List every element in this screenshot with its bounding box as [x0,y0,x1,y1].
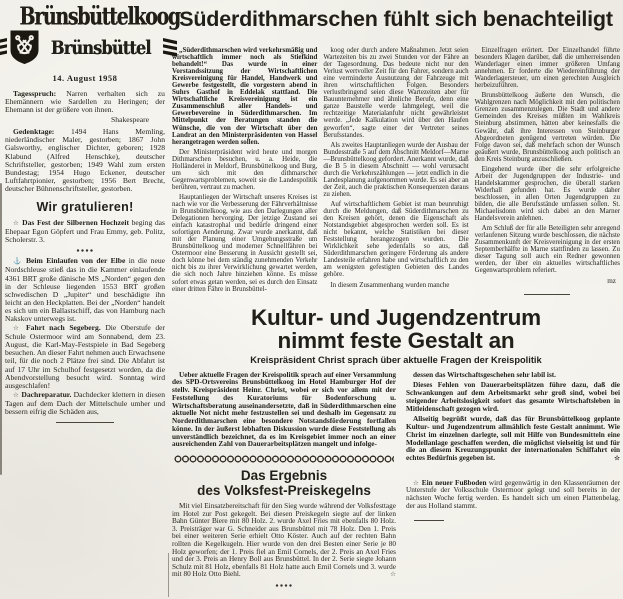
item-lead: Beim Einlaufen von der Elbe [25,256,126,266]
kultur-paragraph: dessen das Wirtschaftsgeschehen sehr labil ist. [413,370,556,379]
ribbon-flourish-left-icon [0,38,7,58]
masthead-title-top: Brünsbüttelkoog [19,2,180,31]
star-endmark-icon: ☆ [390,571,396,579]
fussboden-item [406,480,620,510]
kultur-headline-line2: nimmt feste Gestalt an [277,327,515,353]
anchor-marker-icon: ⚓ [13,258,23,266]
crest-crossed-anchors-icon [10,30,39,65]
column-end-rule [56,422,114,423]
lead-article-paragraph: Eingehend wurde über die sehr erfolgreiche Arbeit der Jugendgruppen der Industrie- und Handelskammer gesprochen, die überall starken Widerhall gefunden hat. Es wurde daher beschlossen, in allen Orten Jugendgruppen zu bilden, die alle Berufsstände umfassen sollen. St. Michaelisdonn wird sich dabei an den Marner Handelsverein anlehnen. [474,164,620,223]
lead-article-col-2 [323,47,468,296]
tagesspruch-paragraph [5,90,165,114]
kultur-paragraph-text: Allseitig begrüßt wurde, daß das für Brunsbüttelkoog geplante Kultur- und Jugendzentrum allmählich feste Gestalt annimmt. Wie Christ im einzelnen darlegte, soll mit Hilfe von Bundesmitteln eine Modellanlage geschaffen werden, die möglichst vielseitig ist und für die an diesem Kreuzungspunkt der internationalen Schiffahrt ein echtes Bedürfnis gegeben ist. [406,415,620,463]
lead-article-paragraph: Der Ministerpräsident wird heute und morgen Dithmarschen besuchen, u. a. Heide, die Holländerei in Meldorf, Brunsbüttelkoog und Burg, um sich mit den dithmarscher Gegenwartsproblemen, soweit sie die Landespolitik berühren, vertraut zu machen. [172,147,318,191]
kultur-paragraph: Dieses Fehlen von Dauerarbeitsplätzen führe dazu, daß die Schwankungen auf dem Arbeitsmarkt sehr groß sind, wobei bei steigender Arbeitslosigkeit sofort das gesamte Wirtschaftsleben in Mitleidenschaft gezogen wird. [406,381,620,413]
ornament-separator [76,248,94,253]
masthead-title-bottom: Brünsbüttel [51,36,151,59]
scan-edge-artifact [0,183,2,475]
lead-article-paragraph: koog oder durch andere Maßnahmen. Jetzt seien Wartezeiten bis zu zwei Stunden vor der Fähre an der Tagesordnung. Das bedeute nicht nur den Verlust wertvoller Zeit für den Fahrer, sondern auch eine verminderte Ausnutzung der Fahrzeuge mit ihren wirtschaftlichen Folgen. Besonders verlustbringend seien diese Wartezeiten aber für Bauunternehmer und ähnliche Berufe, denn eine ganze Baustelle werde lahmgelegt, weil die rechtzeitige Materialanfuhr nicht gewährleistet werde. „Jede Kalkulation wird über den Haufen geworfen“, sagte einer der Vertreter seines Berufsstandes. [323,46,469,139]
kegeln-headline-line1: Das Ergebnis [240,468,328,484]
local-item-dachreparatur [5,391,165,416]
lead-article-paragraph: Hauptanliegen der Wirtschaft unseres Kreises ist nach wie vor die Verbesserung der Fährverhältnisse in Brunsbüttelkoog, wie aus den Darlegungen aller Delegationen hervorging. Der jetzige Zustand sei einfach katastrophal und bedürfe dringend einer sofortigen Aenderung. Zwar wurde anerkannt, daß mit der Planung einer Umgehungsstraße um Brunsbüttelkoog und moderner Schnellfähren bei Ostermoor eine Besserung in Aussicht gestellt sei, doch könne bei dem ständig zunehmenden Verkehr nicht bis zu ihrer Verwirklichung gewartet werden, die sich noch Jahre hinziehen könne. Es müsse sofort etwas getan werden, sei es durch den Einsatz einer dritten Fähre in Brunsbüttel- [172,192,318,293]
gedenktage-label: Gedenktage: [13,127,55,137]
star-marker-icon: ☆ [13,325,22,333]
lead-article-paragraph: Auf wirtschaftlichem Gebiet ist man beunruhigt durch die Meldungen, daß Süderdithmarschen zu den Kreisen gehört, denen die Eigenschaft als Notstandsgebiet abgesprochen werden soll. Es ist nicht bekannt, welche Statistiken bei dieser Feststellung herangezogen wurden. Die Wirklichkeit sehe jedenfalls so aus, daß Süderdithmarschen geringere Förderung als andere Landesteile erfahren habe und wirtschaftlich zu den am wenigsten gefestigten Gebieten des Landes gehöre. [323,199,469,279]
item-lead: Fahrt nach Segeberg. [26,323,101,333]
masthead-row [5,30,165,65]
lead-article-columns [172,47,620,296]
kegeln-article-body [172,503,396,579]
lead-article-paragraph: Brunsbüttelkoog äußerte den Wunsch, die Wahlgrenzen nach Möglichkeit mit den politischen Grenzen zusammenzulegen. Die Stadt und andere Gemeinden des Kreises müßten im Wahlkreis Steinburg abstimmen, hätten aber keinesfalls die Gewähr, daß ihre Interessen von Steinburger Abgeordneten genügend vertreten würden. Die Folge davon sei, daß mehrfach schon der Wunsch geäußert wurde, Brunsbüttelkoog auch politisch an den Kreis Steinburg anzuschließen. [474,91,620,163]
article-end-rule [524,294,570,295]
kultur-paragraph: Ueber aktuelle Fragen der Kreispolitik sprach auf einer Versammlung des SPD-Ortsvereins Brunsbüttelkoog im Hotel Hamburger Hof der stellv. Kreispräsident Heinr. Christ, wobei er sich vor allem mit der Feststellung des Kuratoriums für Bodenforschung u. Wirtschaftsberatung auseinandersetzte, daß in Süderdithmarschen eine aktuelle Not nicht mehr festzustellen sei und deshalb im Gegensatz zu Norderdithmarschen eine besondere Notstandsförderung fortfallen könne. In der äußerst lebhaften Diskussion wurde diese Feststellung als unverständlich bezeichnet, da es im Kreisgebiet immer noch an einer ausreichenden Zahl von Dauerarbeitsplätzen mangelt und infolge- [172,370,396,449]
item-text: in die neue Nordschleuse stieß das in die Kammer einlaufende 4361 BRT große dänische MS „Norden“ gegen den in der Schleuse liegenden 1553 BRT großen schwedischen D „Jupiter“ und beschädigte ihn leicht an den Heckplatten. Bei der „Norden“ handelt es sich um ein Ballastschiff, das von Hamburg nach Nakskov unterwegs ist. [5,256,166,323]
lead-article-paragraph: „Süderdithmarschen wird verkehrsmäßig und wirtschaftlich immer noch als Stiefkind behandelt!“ Das wurde in einer Vorstandssitzung der Wirtschaftlichen Kreisvereinigung für Handel, Handwerk und Gewerbe festgestellt, die vorgestern abend in Suhrs Gasthof in Eddelak stattfand. Die Wirtschaftliche Kreisvereinigung ist ein Zusammenschluß aller Handels- und Gewerbevereine in Süderdithmarschen. Im Mittelpunkt der Beratungen standen die Wünsche, die von der Wirtschaft über den Landrat an den Ministerpräsidenten von Hassel herangetragen werden sollen. [172,46,318,146]
local-item-fahrt-segeberg [5,324,165,390]
item-lead: Das Fest der Silbernen Hochzeit [22,218,129,228]
lead-article-paragraph: Am Schluß der für alle Beteiligten sehr anregend verlaufenen Sitzung wurde beschlossen, die nächste Zusammenkunft der Kreisvereinigung in der ersten Septemberhälfte in Marne stattfinden zu lassen. Zu dieser Tagung soll auch ein Redner gewonnen werden, der über ein aktuelles wirtschaftliches Gegenwartsproblem referiert. [474,224,620,275]
lead-article-headline: Süderdithmarschen fühlt sich benachteiligt [179,7,613,31]
local-item-einlaufen-elbe [5,257,165,323]
lead-article-paragraph: Als zweites Hauptanliegen wurde der Ausbau der Bundesstraße 5 auf dem Abschnitt Meldorf—Marne—Brunsbüttelkoog gefordert. Anerkannt wurde, daß die B 5 in diesem Abschnitt — wohl verursacht durch die Verkehrszählungen — jetzt endlich in die Landesplanung aufgenommen wurde. Es sei aber an der Zeit, auch die praktischen Konsequenzen daraus zu ziehen. [323,140,469,198]
kultur-headline-line1: Kultur- und Jugendzentrum [251,304,541,330]
scan-edge-artifact [168,553,169,597]
star-marker-icon: ☆ [13,391,20,399]
lead-article-paragraph: In diesem Zusammenhang wurden manche [330,280,450,289]
edition-date: 14. August 1958 [52,73,118,83]
lower-right-column [406,372,620,592]
kultur-article-subhead: Kreispräsident Christ sprach über aktuelle Fragen der Kreispolitik [250,354,542,365]
item-end-rule [414,520,444,521]
fussboden-text: wird gegenwärtig in den Klassenräumen der Unterstufe der Volksschule Ostermoor gelegt und soll bereits in der nächsten Woche fertig werden. Es handelt sich um einen Plattenbelag, der aus Holland stammt. [406,478,620,510]
star-marker-icon: ☆ [13,220,20,228]
lead-article-col-3 [475,47,620,296]
fussboden-lead: Ein neuer Fußboden [421,478,487,487]
gratulieren-heading: Wir gratulieren! [36,200,134,215]
lead-article-paragraph: Einzelfragen erörtert. Der Einzelhandel führte besonders Klagen darüber, daß die umherreisenden Wanderlager einen immer größeren Umfang annehmen. Er forderte die Wiedereinführung der Wanderlagersteuer, um einen gerechten Ausgleich herbeizuführen. [474,46,620,90]
star-marker-icon: ☆ [413,479,420,487]
gedenktage-text: 1494 Hans Memling, niederländischer Maler, gestorben; 1867 John Galsworthy, englischer Dichter, geboren; 1928 Klabund (Alfred Henschke), deutscher Schriftsteller, gestorben; 1949 Wahl zum ersten Bundestag; 1954 Hugo Eckener, deutscher Luftfahrtpionier, gestorben; 1956 Bert Brecht, deutscher Bühnenschriftsteller, gestorben. [5,127,165,193]
ornament-separator [275,583,293,588]
kultur-paragraph [406,416,620,463]
lower-left-column [172,372,396,592]
lower-columns [172,372,620,592]
item-text: beging das Ehepaar Egon Göpfert und Frau Emmy, geb. Politz, Scholerstr. 3. [5,218,165,245]
tagesspruch-text: Narren verhalten sich zu Ehemännern wie Sardellen zu Heringen; der Ehemann ist der größere von ihnen. [5,89,165,115]
gedenktage-paragraph [5,128,165,193]
item-lead: Dachreparatur. [21,389,72,399]
kegeln-body-text: Mit viel Einsatzbereitschaft für den Sieg wurde während der Volksfesttage im Hotel zur Post gekegelt. Bei diesen Preiskegeln siegte auf der linken Bahn Günter Biere mit 80 Holz. 2. wurde Axel Fries mit ebenfalls 80 Holz. 3. Preisträger war G. Schneider aus Brunsbüttel mit 78 Holz. Den 1. Preis bei einer weiteren Serie erhielt Otto Köster. Auch auf der rechten Bahn rollten die Kegelkugeln. Hier wurde von den drei Besten einer Serie je 80 Holz geworfen; der 1. Preis fiel an Emil Cornels, der 2. Preis an Axel Fries und der 3. Preis an Henry Boll aus Brunsbüttel. In der 2. Serie siegte Johann Schulz mit 81 Holz, ebenfalls 81 Holz hatte auch Emil Cornels und 3. wurde mit 80 Holz Otto Biehl. [172,502,396,579]
local-news-column [5,2,180,423]
item-text: Dachdecker klettern in diesen Tagen auf dem Dach der Mittelschule umher und bessern eifrig die Schäden aus, [5,389,165,416]
author-signature: mz [607,277,616,286]
lead-article-col-1 [172,47,317,296]
ornament-chain-separator [174,455,394,463]
kegeln-headline-line2: des Volksfest-Preiskegelns [197,483,371,499]
local-item-silberne-hochzeit [5,219,165,244]
tagesspruch-attribution: Shakespeare [111,115,149,125]
tagesspruch-label: Tagesspruch: [13,89,57,98]
star-endmark-icon: ☆ [614,455,620,463]
main-area [172,5,620,592]
kegeln-article-headline [172,468,396,498]
item-text: Die Oberstufe der Schule Ostermoor wird am Sonnabend, dem 23. August, die Karl-May-Festspiele in Bad Segeberg besuchen. An dieser Fahrt nehmen auch Erwachsene teil, für die noch 2 Plätze frei sind. Die Abfahrt ist auf 17 Uhr im Schulhof festgesetzt worden, da die Abendvorstellung besucht wird. Sonntag wird ausgeschlafen! [5,323,166,390]
kultur-article-headline [172,306,620,352]
